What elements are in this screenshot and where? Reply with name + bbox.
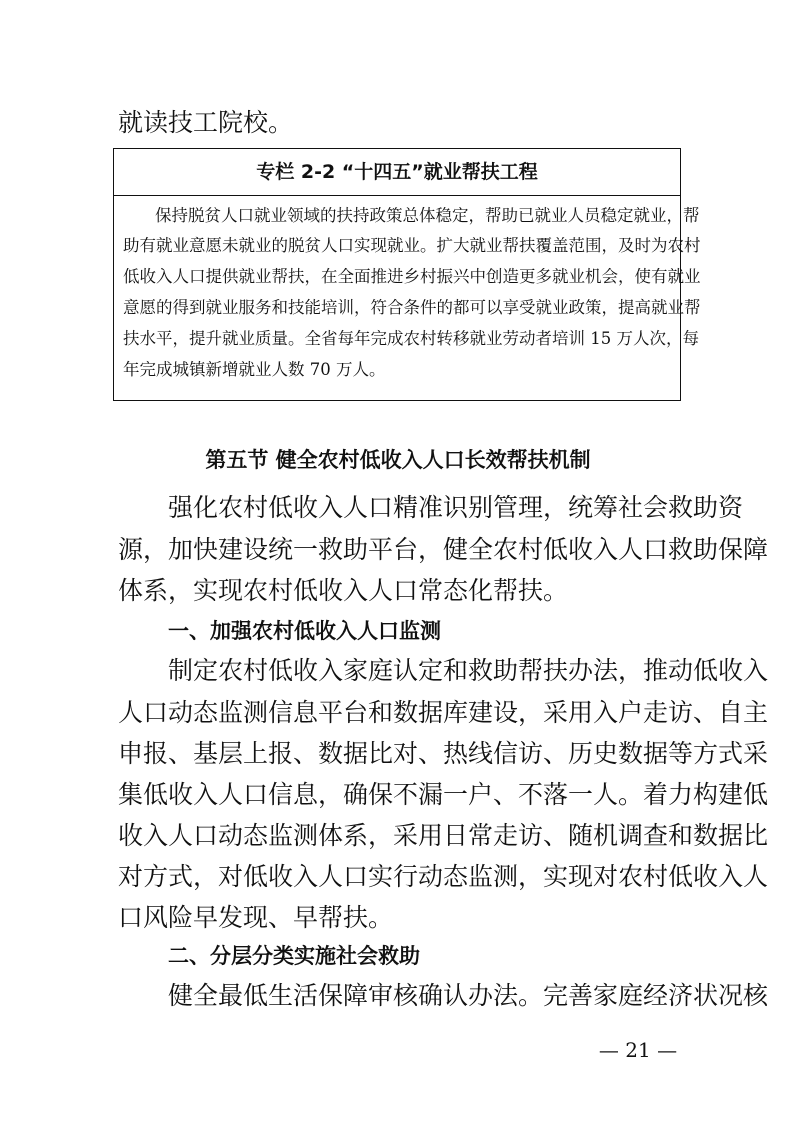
paragraph-line: 集低收入人口信息，确保不漏一户、不落一人。着力构建低: [118, 780, 769, 809]
paragraph-line: 口风险早发现、早帮扶。: [118, 903, 394, 932]
paragraph-line: 制定农村低收入家庭认定和救助帮扶办法，推动低收入: [168, 656, 769, 685]
section-title: 第五节 健全农村低收入人口长效帮扶机制: [205, 448, 591, 472]
column-box-line: 低收入人口提供就业帮扶，在全面推进乡村振兴中创造更多就业机会，使有就业: [123, 267, 701, 286]
column-box-line: 意愿的得到就业服务和技能培训，符合条件的都可以享受就业政策，提高就业帮: [123, 298, 701, 317]
subheading: 二、分层分类实施社会救助: [168, 944, 420, 968]
page-number: — 21 —: [598, 1038, 678, 1062]
paragraph-line: 人口动态监测信息平台和数据库建设，采用入户走访、自主: [118, 698, 769, 727]
paragraph-line: 收入人口动态监测体系，采用日常走访、随机调查和数据比: [118, 821, 769, 850]
subheading: 一、加强农村低收入人口监测: [168, 619, 441, 643]
column-box-line: 扶水平，提升就业质量。全省每年完成农村转移就业劳动者培训 15 万人次，每: [123, 329, 699, 348]
paragraph-line: 强化农村低收入人口精准识别管理，统筹社会救助资: [168, 493, 744, 522]
paragraph-line: 源，加快建设统一救助平台，健全农村低收入人口救助保障: [118, 535, 769, 564]
paragraph-line: 体系，实现农村低收入人口常态化帮扶。: [118, 576, 569, 605]
paragraph-line: 对方式，对低收入人口实行动态监测，实现对农村低收入人: [118, 862, 769, 891]
column-box-line: 助有就业意愿未就业的脱贫人口实现就业。扩大就业帮扶覆盖范围，及时为农村: [123, 236, 701, 255]
paragraph-line: 健全最低生活保障审核确认办法。完善家庭经济状况核: [168, 981, 769, 1010]
paragraph-line: 申报、基层上报、数据比对、热线信访、历史数据等方式采: [118, 739, 769, 768]
column-box-line: 年完成城镇新增就业人数 70 万人。: [123, 360, 386, 379]
paragraph-line: 就读技工院校。: [118, 108, 294, 137]
column-box-title: 专栏 2-2 “十四五”就业帮扶工程: [114, 149, 680, 196]
column-box-line: 保持脱贫人口就业领域的扶持政策总体稳定，帮助已就业人员稳定就业，帮: [155, 206, 700, 225]
